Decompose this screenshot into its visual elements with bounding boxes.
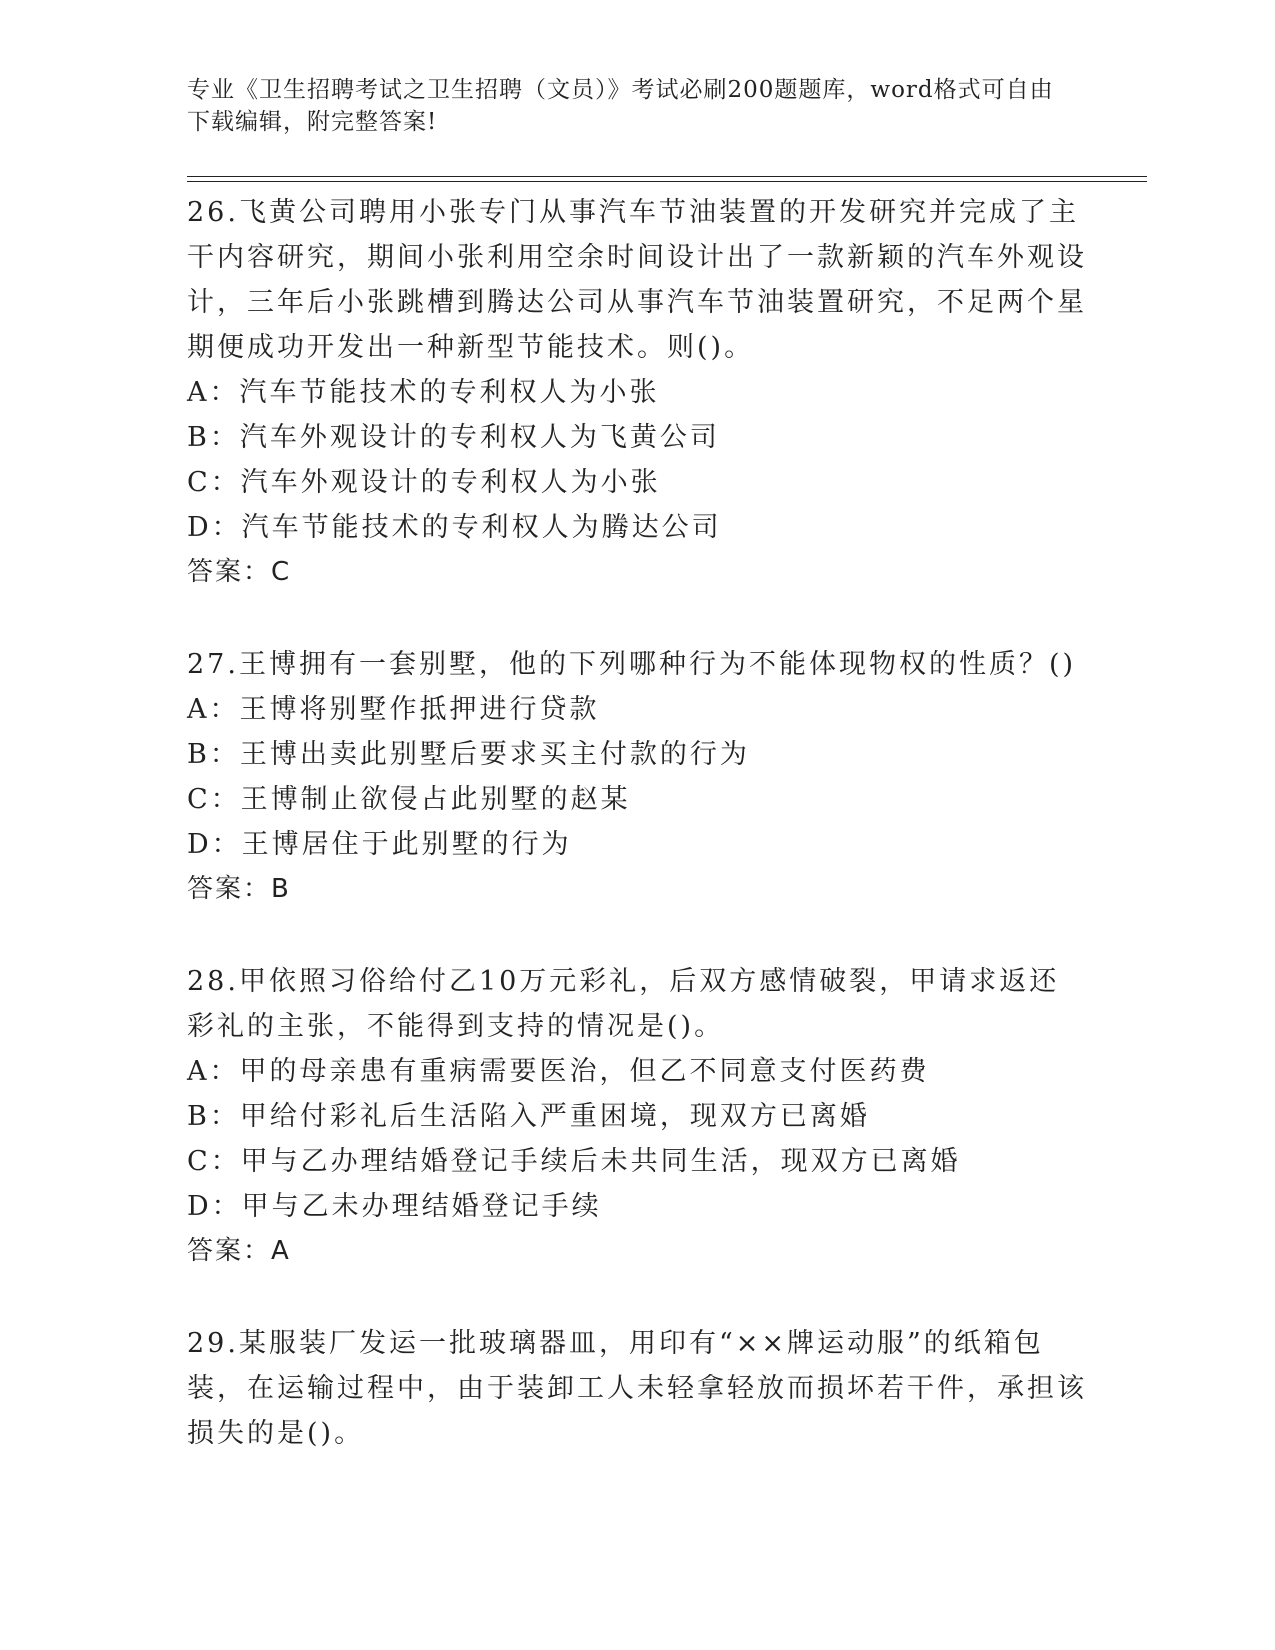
option-d: D：王博居住于此别墅的行为 bbox=[187, 829, 572, 860]
option-a: A：汽车节能技术的专利权人为小张 bbox=[187, 377, 660, 408]
option-a: A：甲的母亲患有重病需要医治，但乙不同意支付医药费 bbox=[187, 1056, 930, 1087]
answer-line: 答案：C bbox=[187, 557, 292, 587]
option-b: B：汽车外观设计的专利权人为飞黄公司 bbox=[187, 422, 720, 453]
question-list bbox=[187, 190, 1087, 1503]
option-d: D：汽车节能技术的专利权人为腾达公司 bbox=[187, 512, 722, 543]
question-28 bbox=[187, 959, 1087, 1274]
option-a: A：王博将别墅作抵押进行贷款 bbox=[187, 694, 600, 725]
option-b: B：王博出卖此别墅后要求买主付款的行为 bbox=[187, 739, 750, 770]
header-divider-bottom bbox=[187, 181, 1147, 182]
question-stem: 26.飞黄公司聘用小张专门从事汽车节油装置的开发研究并完成了主干内容研究，期间小张利用空余时间设计出了一款新颖的汽车外观设计，三年后小张跳槽到腾达公司从事汽车节油装置研究，不足两个星期便成功开发出一种新型节能技术。则()。 bbox=[187, 197, 1087, 363]
question-29 bbox=[187, 1321, 1087, 1456]
option-c: C：王博制止欲侵占此别墅的赵某 bbox=[187, 784, 631, 815]
header-divider-top bbox=[187, 176, 1147, 177]
document-header: 专业《卫生招聘考试之卫生招聘（文员）》考试必刷200题题库，word格式可自由下载编辑，附完整答案! bbox=[187, 77, 1054, 135]
option-b: B：甲给付彩礼后生活陷入严重困境，现双方已离婚 bbox=[187, 1101, 870, 1132]
option-c: C：甲与乙办理结婚登记手续后未共同生活，现双方已离婚 bbox=[187, 1146, 961, 1177]
question-stem: 29.某服装厂发运一批玻璃器皿，用印有“××牌运动服”的纸箱包装，在运输过程中，由于装卸工人未轻拿轻放而损坏若干件，承担该损失的是()。 bbox=[187, 1328, 1087, 1449]
option-c: C：汽车外观设计的专利权人为小张 bbox=[187, 467, 661, 498]
question-27 bbox=[187, 642, 1087, 912]
option-d: D：甲与乙未办理结婚登记手续 bbox=[187, 1191, 602, 1222]
question-26 bbox=[187, 190, 1087, 595]
answer-line: 答案：B bbox=[187, 874, 291, 904]
question-stem: 28.甲依照习俗给付乙10万元彩礼，后双方感情破裂，甲请求返还彩礼的主张，不能得到支持的情况是()。 bbox=[187, 966, 1060, 1042]
answer-line: 答案：A bbox=[187, 1236, 291, 1266]
question-stem: 27.王博拥有一套别墅，他的下列哪种行为不能体现物权的性质？() bbox=[187, 649, 1077, 680]
